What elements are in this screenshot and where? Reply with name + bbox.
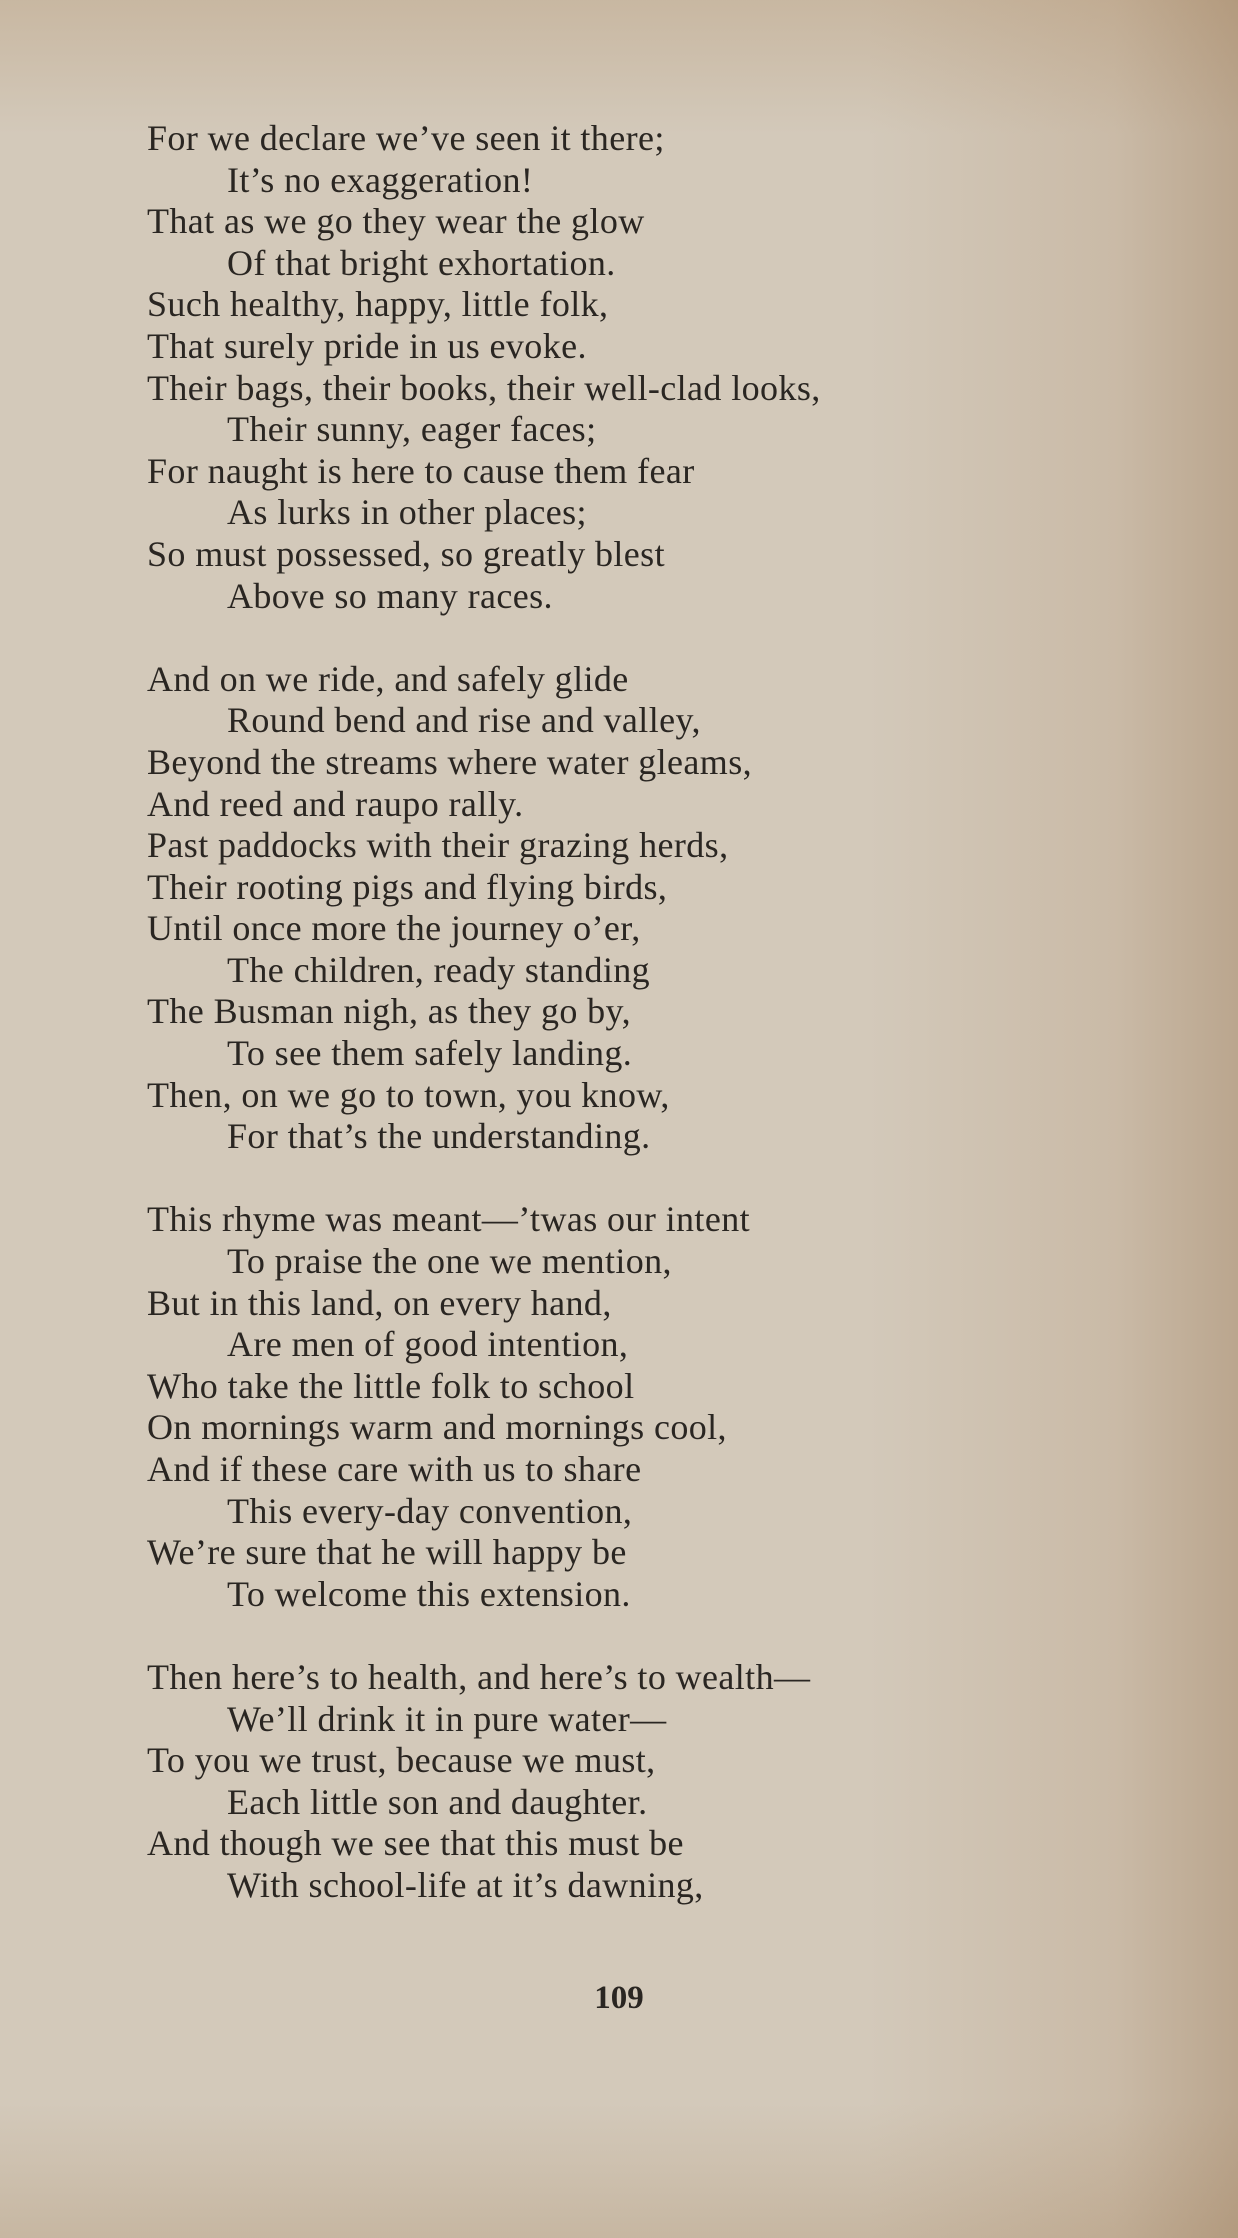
poem-line: For naught is here to cause them fear [147, 450, 695, 491]
poem-line: So must possessed, so greatly blest [147, 533, 665, 574]
poem-line: Their rooting pigs and flying birds, [147, 866, 668, 907]
poem-line: And if these care with us to share [147, 1449, 642, 1489]
stanza-2 [147, 659, 1147, 1158]
stanza-4 [147, 1657, 1147, 1907]
poem-line: The children, ready standing [227, 949, 651, 990]
poem-line: It’s no exaggeration! [227, 159, 534, 200]
poem-line: That as we go they wear the glow [147, 201, 645, 242]
poem-line: Then, on we go to town, you know, [147, 1074, 670, 1115]
poem-line: And though we see that this must be [147, 1823, 684, 1864]
poem-line: On mornings warm and mornings cool, [147, 1407, 727, 1448]
poem-line: Past paddocks with their grazing herds, [147, 825, 729, 866]
stanza-1 [147, 118, 1147, 617]
poem-line: Of that bright exhortation. [227, 242, 616, 283]
poem-line: To see them safely landing. [227, 1033, 633, 1074]
poem-line: Are men of good intention, [227, 1324, 629, 1365]
poem-line: Such healthy, happy, little folk, [147, 284, 609, 325]
poem-line: For we declare we’ve seen it there; [147, 118, 665, 158]
poem-line: For that’s the understanding. [227, 1116, 651, 1157]
poem-line: And reed and raupo rally. [147, 783, 524, 824]
poem-line: This every-day convention, [227, 1490, 633, 1531]
poem-line: Above so many races. [227, 575, 553, 616]
poem-line: To you we trust, because we must, [147, 1740, 656, 1781]
poem-line: Then here’s to health, and here’s to wealth— [147, 1656, 811, 1697]
page-number: 109 [594, 1980, 644, 2016]
poem-line: As lurks in other places; [227, 492, 587, 533]
poem-line: With school-life at it’s dawning, [227, 1864, 704, 1905]
poem-line: But in this land, on every hand, [147, 1282, 612, 1323]
poem-line: And on we ride, and safely glide [147, 658, 629, 699]
poem [147, 118, 1147, 1948]
poem-line: Each little son and daughter. [227, 1781, 648, 1822]
poem-line: Round bend and rise and valley, [227, 700, 701, 741]
poem-line: We’re sure that he will happy be [147, 1532, 627, 1573]
poem-line: Until once more the journey o’er, [147, 908, 641, 949]
poem-line: The Busman nigh, as they go by, [147, 991, 632, 1032]
poem-line: Beyond the streams where water gleams, [147, 741, 752, 782]
poem-line: To praise the one we mention, [227, 1241, 672, 1282]
poem-line: That surely pride in us evoke. [147, 325, 587, 366]
poem-line: This rhyme was meant—’twas our intent [147, 1199, 751, 1240]
poem-line: Their bags, their books, their well-clad looks, [147, 367, 821, 408]
poem-line: Their sunny, eager faces; [227, 409, 597, 450]
poem-line: To welcome this extension. [227, 1573, 631, 1614]
poem-line: Who take the little folk to school [147, 1365, 635, 1406]
stanza-3 [147, 1199, 1147, 1615]
poem-line: We’ll drink it in pure water— [227, 1698, 667, 1739]
